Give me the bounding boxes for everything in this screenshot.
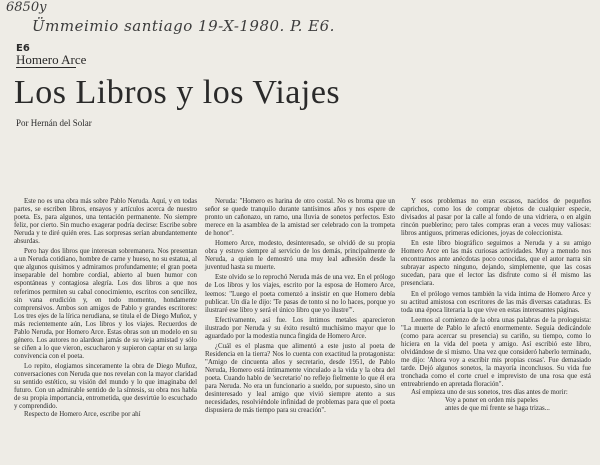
headline: Los Libros y los Viajes <box>14 74 341 111</box>
paragraph: Lo repito, elogiamos sinceramente la obra de Diego Muñoz, conversaciones con Neruda que nos revelan con la mayor claridad su sentido estético, su visión del mundo y lo que imaginaba del futuro. Con un admirable sentido de la síntesis, su obra nos habla de su propia importancia, entrometida, que desvirtúe lo escuchado y comprendido. <box>14 362 197 411</box>
paragraph: Homero Arce, modesto, desinteresado, se olvidó de su propia obra y estuvo siempre al servicio de los demás, principalmente de Neruda, a quien le demostró una muy leal adhesión desde la juventud hasta su muerte. <box>205 240 395 272</box>
kicker-underline <box>16 67 76 68</box>
handwritten-archive-code: 6850y <box>6 0 47 15</box>
section-tag: E6 <box>16 43 30 54</box>
paragraph: En este libro biográfico seguimos a Neruda y a su amigo Homero Arce en las más curiosas actividades. Muy a menudo nos encontramos ante anécdotas poco conocidas, que el autor narra sin subrayar aspecto ninguno, dejando, simplemente, que las cosas sucedan, para que el lector las disfrute como si él mismo las presenciara. <box>401 240 591 288</box>
paragraph: Respecto de Homero Arce, escribe por ahí <box>24 411 141 419</box>
paragraph: Este no es una obra más sobre Pablo Neruda. Aquí, y en todas partes, se escriben libros, ensayos y artículos acerca de nuestro poeta. Es, para algunos, una tentación permanente. No siempre feliz, por cierto. Sin mucho exagerar podría decirse: Escribe sobre Neruda y te diré quién eres. Las sorpresas serían abundantemente absurdas. <box>14 198 197 246</box>
paragraph: Este olvido se lo reprochó Neruda más de una vez. En el prólogo de Los libros y los viajes, escrito por la esposa de Homero Arce, leemos: "Luego el poeta comenzó a insistir en que Homero debía publicar. Un día le dijo: 'Te pasas de tonto si no lo haces, porque yo ilustraré ese libro y será el único libro que yo ilustre'". <box>205 274 395 314</box>
handwritten-source-note: Ümmeimio santiago 19-X-1980. P. E6. <box>32 17 335 35</box>
paragraph: Así empieza uno de sus sonetos, tres días antes de morir: <box>411 389 568 397</box>
poem-line: Voy a poner en orden mis papeles <box>445 397 538 405</box>
kicker: Homero Arce <box>16 52 87 67</box>
byline: Por Hernán del Solar <box>16 118 92 128</box>
paragraph: Pero hay dos libros que interesan sobremanera. Nos presentan a un Neruda cotidiano, hombre de carne y hueso, no su estatua, al que algunos quisimos y admiramos profundamente; el gran poeta inseparable del hombre cordial, abierto al buen humor con espontáneas y contagiosa alegría. Los dos libros a que nos referimos permiten su cabal conocimiento, escritos con sencillez, sin vana erudición y, en todo momento, hondamente comprensivos. Ambos son amigos de Pablo y grandes escritores: Los tres ejes de la lírica nerudiana, se titula el de Diego Muñoz, y más recientemente aún, Los libros y los viajes. Recuerdos de Pablo Neruda, por Homero Arce. Estas obras son un modelo en su género. Los autores no alardean jamás de su vieja amistad y sólo se ciñen a lo que vieron, escucharon y supieron captar en su larga convivencia con el poeta. <box>14 248 197 360</box>
paragraph: Leemos al comienzo de la obra unas palabras de la prologuista: "La muerte de Pablo le afectó enormemente. Seguía dedicándole (como para acercar su presencia) su cariño, su tiempo, como lo hiciera en la vida del poeta y amigo. Así escribió este libro, olvidándose de sí mismo. Una vez que consideró haberlo terminado, me dijo: 'Ahora voy a escribir mis propias cosas'. Fue demasiado tarde. Dejó algunos sonetos, la mayoría inconclusos. Su vida fue tronchada como el corte cruel e imprevisto de una rosa que está entreabriendo en apretada floración". <box>401 316 591 389</box>
article-column-3 <box>401 198 591 413</box>
paragraph: Y esos problemas no eran escasos, nacidos de pequeños caprichos, como los de comprar objetos de cualquier especie, divisados al pasar por la calle al fondo de una vidriera, o en algún rincón pueblerino; pero tales compras eran a veces muy valiosas: libros antiguos, primeras ediciones, joyas de coleccionista. <box>401 198 591 238</box>
paragraph: En el prólogo vemos también la vida íntima de Homero Arce y su actitud amistosa con escritores de las más diversas cataduras. Es toda una época literaria la que vive en estas interesantes páginas. <box>401 290 591 314</box>
article-column-2 <box>205 198 395 415</box>
article-column-1 <box>14 198 197 419</box>
paragraph: ¿Cuál es el plasma que alimentó a este justo al poeta de Residencia en la tierra? Nos lo cuenta con exactitud la protagonista: "Amigo de cincuenta años y secretario, desde 1951, de Pablo Neruda, Homero está íntimamente vinculado a la vida y la obra del poeta. Cuando hablo de 'secretario' no reflejo fielmente lo que él era para Neruda. No era un funcionario a sueldo, por supuesto, sino un desinteresado y leal amigo que vivió siempre atento a sus necesidades, resolviéndole infinidad de problemas para que el poeta dispusiera de más tiempo para su creación". <box>205 342 395 415</box>
poem-line: antes de que mi frente se haga trizas... <box>445 405 550 413</box>
paragraph: Efectivamente, así fue. Los íntimos metales aparecieron ilustrado por Neruda y su éxito resultó muchísimo mayor que lo aguardado por la modestia nunca fingida de Homero Arce. <box>205 316 395 340</box>
paragraph: Neruda: "Homero es harina de otro costal. No es broma que un señor se quede tranquilo durante tantísimos años y nos espere de pronto un cañonazo, un ramo, una lluvia de sonetos perfectos. Esto merece en la asamblea de la amistad ser celebrado con la trompeta de honor". <box>205 198 395 238</box>
